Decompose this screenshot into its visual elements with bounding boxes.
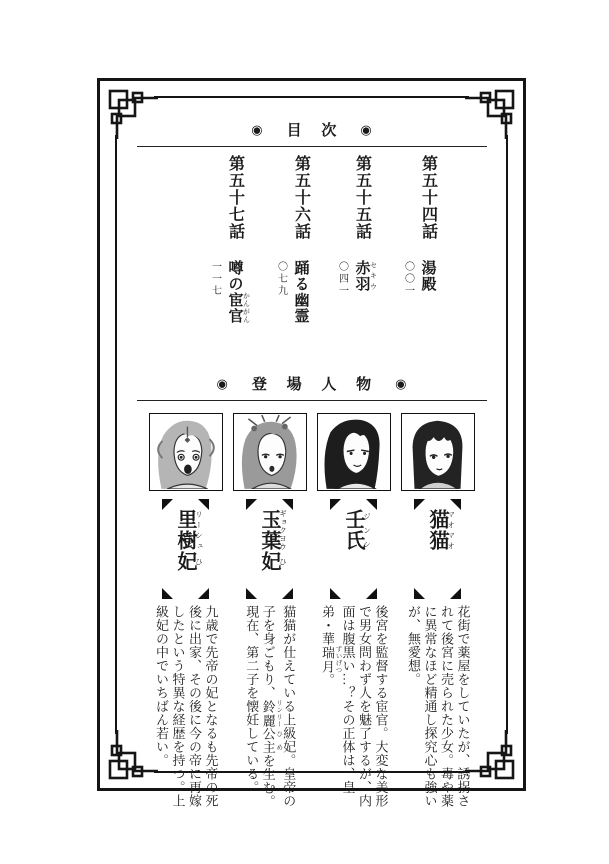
chapter-title (353, 240, 378, 292)
name-bracket-icon (330, 588, 341, 599)
character-name-gyokuyou (252, 499, 287, 599)
character-name-lishu (168, 499, 203, 599)
toc-title: 目 次 (286, 123, 345, 139)
page-content (124, 101, 499, 809)
name-bracket-icon (282, 499, 293, 510)
name-bracket-icon (414, 588, 425, 599)
description-text: 。 (320, 673, 335, 687)
character-description (153, 605, 219, 811)
name-bracket-icon (450, 588, 461, 599)
chapter-entry (336, 155, 378, 355)
chapter-title-ruby-base: 赤羽 (353, 260, 370, 292)
chapter-entry (275, 155, 312, 355)
cast-divider (137, 400, 487, 401)
name-bracket-icon (162, 499, 173, 510)
name-bracket-icon (282, 588, 293, 599)
chapter-title (293, 240, 309, 324)
chapter-page-number: 〇七九 (275, 261, 287, 297)
name-bracket-icon (246, 588, 257, 599)
chapter-list (185, 155, 439, 355)
chapter-title (226, 240, 251, 324)
character-portrait-jinshi (317, 413, 391, 491)
chapter-line (290, 155, 312, 355)
inner-border-top (154, 96, 469, 98)
description-text: 九歳で先帝の妃となるも先帝の死後に出家、その後に今の帝に再嫁したという特異な経歴を持つ。上級妃の中でいちばん若い。 (154, 605, 219, 808)
chapter-line (417, 155, 439, 355)
character-card-gyokuyou (232, 413, 308, 811)
chapter-line (224, 155, 251, 355)
character-portrait-gyokuyou (233, 413, 307, 491)
chapter-number: 第五十四話 (419, 155, 437, 240)
chapter-number: 第五十五話 (353, 155, 371, 240)
character-name-text: 妃ひ (258, 551, 288, 572)
section-marker-icon: ◉ (251, 122, 263, 137)
chapter-title-ruby: 宦官 かんがん (226, 292, 251, 324)
description-ruby: 瑞月 ずいげつ (320, 645, 342, 674)
description-ruby: 鈴麗 リンリー (260, 699, 283, 728)
name-bracket-icon (366, 588, 377, 599)
character-portrait-lishu (149, 413, 223, 491)
name-bracket-icon (246, 499, 257, 510)
character-name-text: 壬氏ジンシ (342, 509, 372, 551)
chapter-title-text: 踊る幽霊 (292, 260, 309, 324)
description-text: 後宮を監督する宦官。大変な美形で男女問わず人を魅了するが、内面は腹黒い…？その正体は、皇弟・華 (320, 605, 389, 808)
chapter-page-number: 一一七 (209, 261, 221, 297)
chapter-line (351, 155, 378, 355)
chapter-title (420, 240, 436, 292)
chapter-title-ruby: 赤羽 セキウ (353, 260, 378, 292)
name-bracket-icon (198, 499, 209, 510)
character-description (405, 605, 471, 811)
character-portrait-maomao (401, 413, 475, 491)
character-description (243, 605, 297, 811)
toc-divider (137, 146, 487, 147)
chapter-number: 第五十六話 (292, 155, 310, 240)
chapter-page-number: 〇〇一 (402, 261, 414, 297)
section-marker-icon: ◉ (216, 376, 228, 391)
character-name-jinshi (336, 499, 371, 599)
cast-header (124, 373, 499, 394)
name-bracket-icon (162, 588, 173, 599)
inner-border-left (115, 135, 117, 734)
section-marker-icon: ◉ (360, 122, 372, 137)
description-text: を生む。現在、第二子を懐妊している。 (244, 605, 276, 809)
character-name-text: 妃ひ (174, 551, 204, 572)
chapter-entry (209, 155, 251, 355)
chapter-entry (402, 155, 439, 355)
character-card-lishu (148, 413, 224, 811)
name-bracket-icon (330, 499, 341, 510)
name-bracket-icon (366, 499, 377, 510)
character-card-jinshi (316, 413, 392, 811)
name-bracket-icon (450, 499, 461, 510)
cast-title: 登 場 人 物 (251, 377, 380, 393)
character-row (124, 413, 499, 811)
character-name-text: 玉葉ギョクヨウ (258, 509, 288, 551)
character-name-text: 猫猫マオマオ (426, 509, 456, 551)
section-marker-icon: ◉ (395, 376, 407, 391)
character-description (319, 605, 389, 811)
chapter-number: 第五十七話 (226, 155, 244, 240)
toc-header (124, 119, 499, 140)
decorative-page-frame (97, 78, 526, 809)
chapter-title-ruby-base: 宦官 (226, 292, 243, 324)
chapter-title-text: 湯殿 (419, 260, 436, 292)
description-ruby: 公主 ひめ (260, 727, 283, 755)
character-name-maomao (420, 499, 455, 599)
chapter-page-number: 〇四一 (336, 261, 348, 297)
description-text: 猫猫が仕えている上級妃。皇帝の子を身ごもり、 (260, 605, 297, 808)
description-text: 花街で薬屋をしていたが、誘拐されて後宮に売られた少女。毒や薬に異常なほど精通し探究心も強いが、無愛想。 (406, 605, 471, 808)
chapter-title-text: 噂の (226, 260, 243, 292)
inner-border-right (506, 135, 508, 734)
name-bracket-icon (414, 499, 425, 510)
character-card-maomao (400, 413, 476, 811)
name-bracket-icon (198, 588, 209, 599)
character-name-text: 里樹リーシュ (174, 509, 204, 551)
